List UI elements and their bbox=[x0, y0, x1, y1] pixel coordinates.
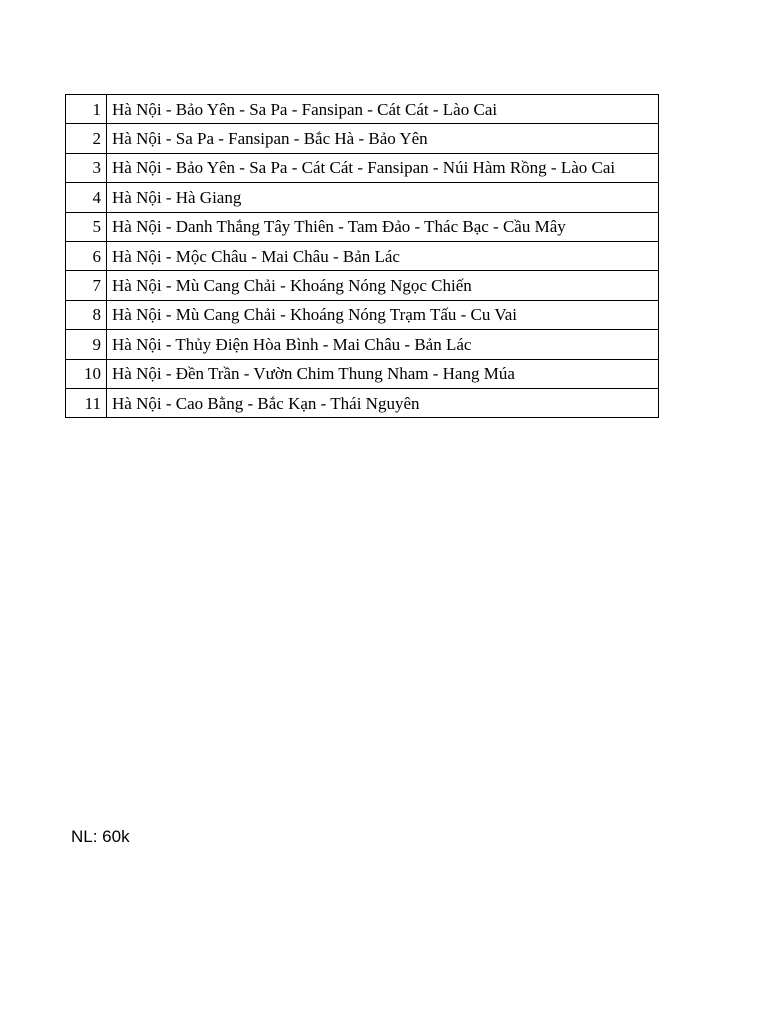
row-number: 11 bbox=[66, 388, 107, 417]
table-row bbox=[66, 241, 659, 270]
row-number: 5 bbox=[66, 212, 107, 241]
route-table bbox=[65, 94, 659, 418]
route-name: Hà Nội - Mộc Châu - Mai Châu - Bản Lác bbox=[107, 241, 659, 270]
route-name: Hà Nội - Hà Giang bbox=[107, 183, 659, 212]
route-name: Hà Nội - Cao Bằng - Bắc Kạn - Thái Nguyên bbox=[107, 388, 659, 417]
route-name: Hà Nội - Mù Cang Chải - Khoáng Nóng Ngọc Chiến bbox=[107, 271, 659, 300]
route-name: Hà Nội - Thủy Điện Hòa Bình - Mai Châu - Bản Lác bbox=[107, 330, 659, 359]
route-name: Hà Nội - Bảo Yên - Sa Pa - Cát Cát - Fansipan - Núi Hàm Rồng - Lào Cai bbox=[107, 153, 659, 182]
row-number: 6 bbox=[66, 241, 107, 270]
table-row bbox=[66, 153, 659, 182]
row-number: 8 bbox=[66, 300, 107, 329]
table-row bbox=[66, 330, 659, 359]
route-table-body bbox=[66, 95, 659, 418]
route-name: Hà Nội - Đền Trần - Vườn Chim Thung Nham - Hang Múa bbox=[107, 359, 659, 388]
row-number: 7 bbox=[66, 271, 107, 300]
row-number: 10 bbox=[66, 359, 107, 388]
table-row bbox=[66, 300, 659, 329]
route-name: Hà Nội - Bảo Yên - Sa Pa - Fansipan - Cát Cát - Lào Cai bbox=[107, 95, 659, 124]
row-number: 9 bbox=[66, 330, 107, 359]
route-name: Hà Nội - Mù Cang Chải - Khoáng Nóng Trạm Tấu - Cu Vai bbox=[107, 300, 659, 329]
table-row bbox=[66, 124, 659, 153]
row-number: 2 bbox=[66, 124, 107, 153]
table-row bbox=[66, 183, 659, 212]
row-number: 3 bbox=[66, 153, 107, 182]
table-row bbox=[66, 388, 659, 417]
table-row bbox=[66, 271, 659, 300]
price-note: NL: 60k bbox=[71, 827, 130, 846]
row-number: 4 bbox=[66, 183, 107, 212]
row-number: 1 bbox=[66, 95, 107, 124]
table-row bbox=[66, 212, 659, 241]
route-name: Hà Nội - Danh Thắng Tây Thiên - Tam Đảo - Thác Bạc - Cầu Mây bbox=[107, 212, 659, 241]
route-name: Hà Nội - Sa Pa - Fansipan - Bắc Hà - Bảo Yên bbox=[107, 124, 659, 153]
table-row bbox=[66, 95, 659, 124]
table-row bbox=[66, 359, 659, 388]
